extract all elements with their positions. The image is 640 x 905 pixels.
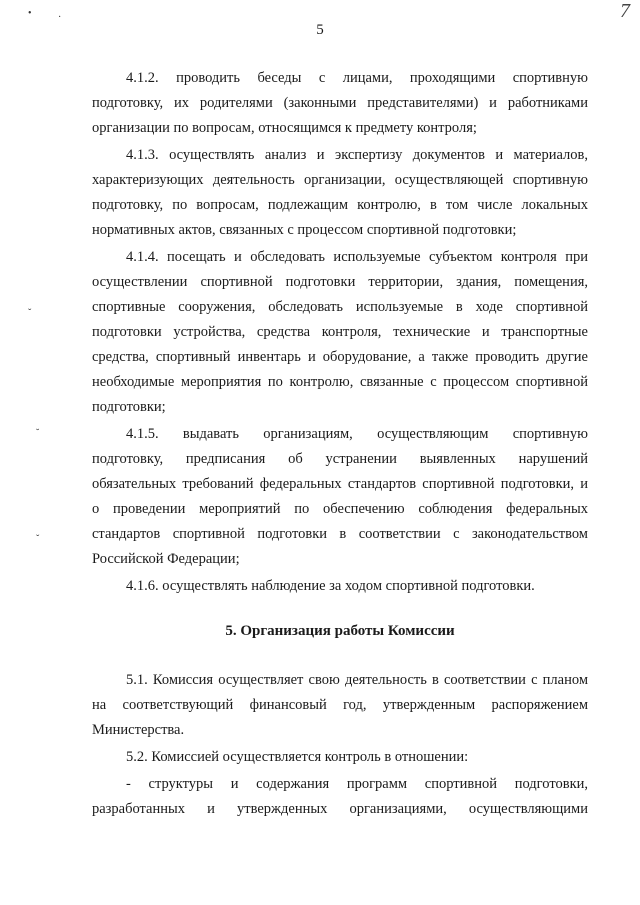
text-line: разработанных и утвержденных организациями, осуществляющими [92, 801, 588, 817]
text-line: обязательных требований федеральных стандартов спортивной подготовки, и [92, 476, 588, 492]
paragraph-4-1-5 [92, 422, 588, 572]
paragraph-4-1-6 [92, 574, 588, 599]
text-line: осуществлении спортивной подготовки территории, здания, помещения, [92, 274, 588, 290]
text-line: подготовку, их родителями (законными представителями) и работниками [92, 95, 588, 111]
paragraph-5-1 [92, 668, 588, 743]
scan-speck: · [58, 12, 62, 23]
text-line: средства, спортивный инвентарь и оборудование, а также проводить другие [92, 349, 588, 365]
text-line: - структуры и содержания программ спортивной подготовки, [126, 776, 588, 792]
paragraph-4-1-3 [92, 143, 588, 243]
scan-speck: • [28, 8, 32, 19]
text-line: необходимые мероприятия по контролю, связанные с процессом спортивной [92, 374, 588, 390]
text-line: на соответствующий финансовый год, утвержденным распоряжением [92, 697, 588, 713]
text-line: 5.1. Комиссия осуществляет свою деятельность в соответствии с планом [126, 672, 588, 688]
text-line: характеризующих деятельность организации, осуществляющей спортивную [92, 172, 588, 188]
text-line: Российской Федерации; [92, 551, 240, 567]
paragraph-4-1-2 [92, 66, 588, 141]
scan-speck: ˇ [36, 534, 40, 545]
text-line: спортивные сооружения, обследовать используемые в ходе спортивной [92, 299, 588, 315]
text-line: 4.1.6. осуществлять наблюдение за ходом спортивной подготовки. [126, 578, 535, 594]
text-line: подготовку, предписания об устранении выявленных нарушений [92, 451, 588, 467]
text-line: подготовки устройства, средства контроля, технические и транспортные [92, 324, 588, 340]
paragraph-5-2 [92, 745, 588, 770]
text-line: Министерства. [92, 722, 185, 738]
text-line: нормативных актов, связанных с процессом спортивной подготовки; [92, 222, 517, 238]
text-line: 4.1.5. выдавать организациям, осуществляющим спортивную [126, 426, 588, 442]
scan-speck: ˘ [36, 428, 40, 439]
text-line: организации по вопросам, относящимся к предмету контроля; [92, 120, 477, 136]
text-line: подготовку, по вопросам, подлежащим контролю, в том числе локальных [92, 197, 588, 213]
paragraph-4-1-4 [92, 245, 588, 420]
text-line: 5.2. Комиссией осуществляется контроль в отношении: [126, 749, 469, 765]
section-heading: 5. Организация работы Комиссии [225, 623, 455, 639]
text-line: 4.1.3. осуществлять анализ и экспертизу документов и материалов, [126, 147, 588, 163]
text-line: стандартов спортивной подготовки в соответствии с законодательством [92, 526, 588, 542]
scan-speck: ˇ [28, 308, 32, 319]
text-line: 4.1.2. проводить беседы с лицами, проходящими спортивную [126, 70, 588, 86]
paragraph-5-2-item [92, 772, 588, 822]
document-body [92, 66, 588, 824]
text-line: о проведении мероприятий по обеспечению соблюдения федеральных [92, 501, 588, 517]
text-line: подготовки; [92, 399, 166, 415]
handwritten-page-mark: 7 [620, 0, 630, 22]
page-number: 5 [316, 22, 324, 38]
text-line: 4.1.4. посещать и обследовать используемые субъектом контроля при [126, 249, 588, 265]
